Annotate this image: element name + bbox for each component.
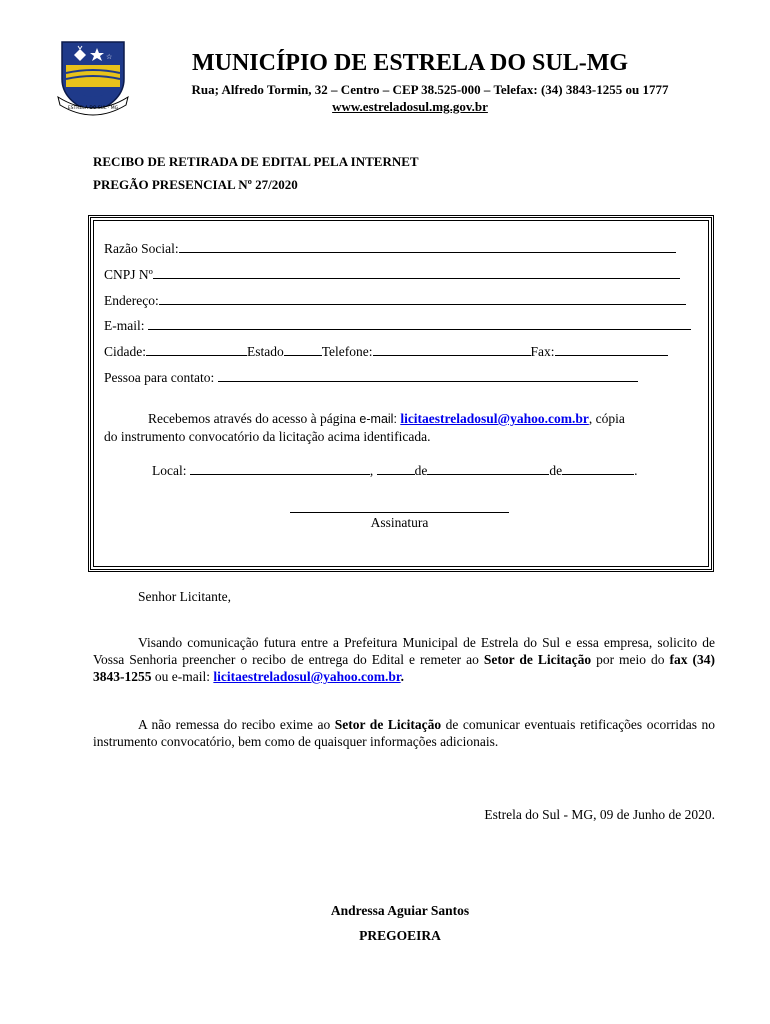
- pessoa-contato-label: Pessoa para contato:: [104, 370, 215, 385]
- cidade-line[interactable]: [146, 343, 247, 356]
- pessoa-contato-field[interactable]: [104, 369, 638, 386]
- pessoa-contato-line[interactable]: [218, 369, 638, 382]
- paragraph-non-remittance: A não remessa do recibo exime ao Setor de Licitação de comunicar eventuais retificações ocorridas no instrumento convocatório, bem como de quaisquer informações adicionais.: [93, 717, 716, 749]
- endereco-label: Endereço:: [104, 293, 159, 308]
- signature-label: Assinatura: [370, 515, 429, 530]
- year-line[interactable]: [562, 462, 634, 475]
- receipt-title: RECIBO DE RETIRADA DE EDITAL PELA INTERNET: [93, 154, 419, 169]
- endereco-field[interactable]: [104, 292, 686, 309]
- svg-text:ESTRELA DO SUL · MG: ESTRELA DO SUL · MG: [67, 106, 119, 111]
- razao-social-line[interactable]: [179, 240, 676, 253]
- estado-label: Estado: [247, 344, 284, 359]
- signer-role: PREGOEIRA: [359, 928, 441, 943]
- telefone-line[interactable]: [373, 343, 531, 356]
- signature-line[interactable]: [290, 512, 509, 513]
- salutation: Senhor Licitante,: [138, 589, 231, 604]
- place-date: Estrela do Sul - MG, 09 de Junho de 2020.: [484, 807, 715, 822]
- received-statement: Recebemos através do acesso à página e-mail: licitaestreladosul@yahoo.com.br, cópia do instrumento convocatório da licitação acima identificada.: [104, 411, 625, 444]
- month-line[interactable]: [427, 462, 549, 475]
- endereco-line[interactable]: [159, 292, 686, 305]
- received-email-link[interactable]: licitaestreladosul@yahoo.com.br: [400, 411, 589, 426]
- local-line[interactable]: [190, 462, 370, 475]
- local-date-row[interactable]: Local: , de de .: [152, 463, 638, 478]
- email-label: E-mail:: [104, 318, 145, 333]
- fax-label: Fax:: [530, 344, 555, 359]
- paragraph-communication: Visando comunicação futura entre a Prefeitura Municipal de Estrela do Sul e essa empresa, solicito de Vossa Senhoria preencher o recibo de entrega do Edital e remeter ao Setor de Licitação por meio do fax (34) 3843-1255 ou e-mail: licitaestreladosul@yahoo.com.br.: [93, 635, 715, 684]
- municipality-website-link[interactable]: www.estreladosul.mg.gov.br: [332, 99, 488, 114]
- cidade-estado-telefone-fax-row[interactable]: [104, 343, 668, 360]
- municipality-title: MUNICÍPIO DE ESTRELA DO SUL-MG: [191, 50, 629, 76]
- cidade-label: Cidade:: [104, 344, 146, 359]
- cnpj-line[interactable]: [153, 266, 680, 279]
- day-line[interactable]: [377, 462, 415, 475]
- municipal-coat-of-arms-logo: [56, 39, 130, 119]
- cnpj-field[interactable]: [104, 266, 680, 283]
- fax-line[interactable]: [555, 343, 668, 356]
- email-line[interactable]: [148, 317, 691, 330]
- pregao-number: PREGÃO PRESENCIAL Nº 27/2020: [93, 177, 298, 192]
- telefone-label: Telefone:: [321, 344, 373, 359]
- signer-name: Andressa Aguiar Santos: [330, 903, 470, 918]
- cnpj-label: CNPJ Nº: [104, 267, 153, 282]
- razao-social-label: Razão Social:: [104, 241, 179, 256]
- razao-social-field[interactable]: [104, 240, 676, 257]
- svg-text:☆: ☆: [106, 53, 113, 61]
- email-field[interactable]: [104, 317, 691, 334]
- municipality-address: Rua; Alfredo Tormin, 32 – Centro – CEP 38.525-000 – Telefax: (34) 3843-1255 ou 1777: [191, 82, 669, 97]
- local-label: Local:: [152, 463, 187, 478]
- estado-line[interactable]: [284, 343, 322, 356]
- letter-email-link[interactable]: licitaestreladosul@yahoo.com.br: [213, 669, 401, 684]
